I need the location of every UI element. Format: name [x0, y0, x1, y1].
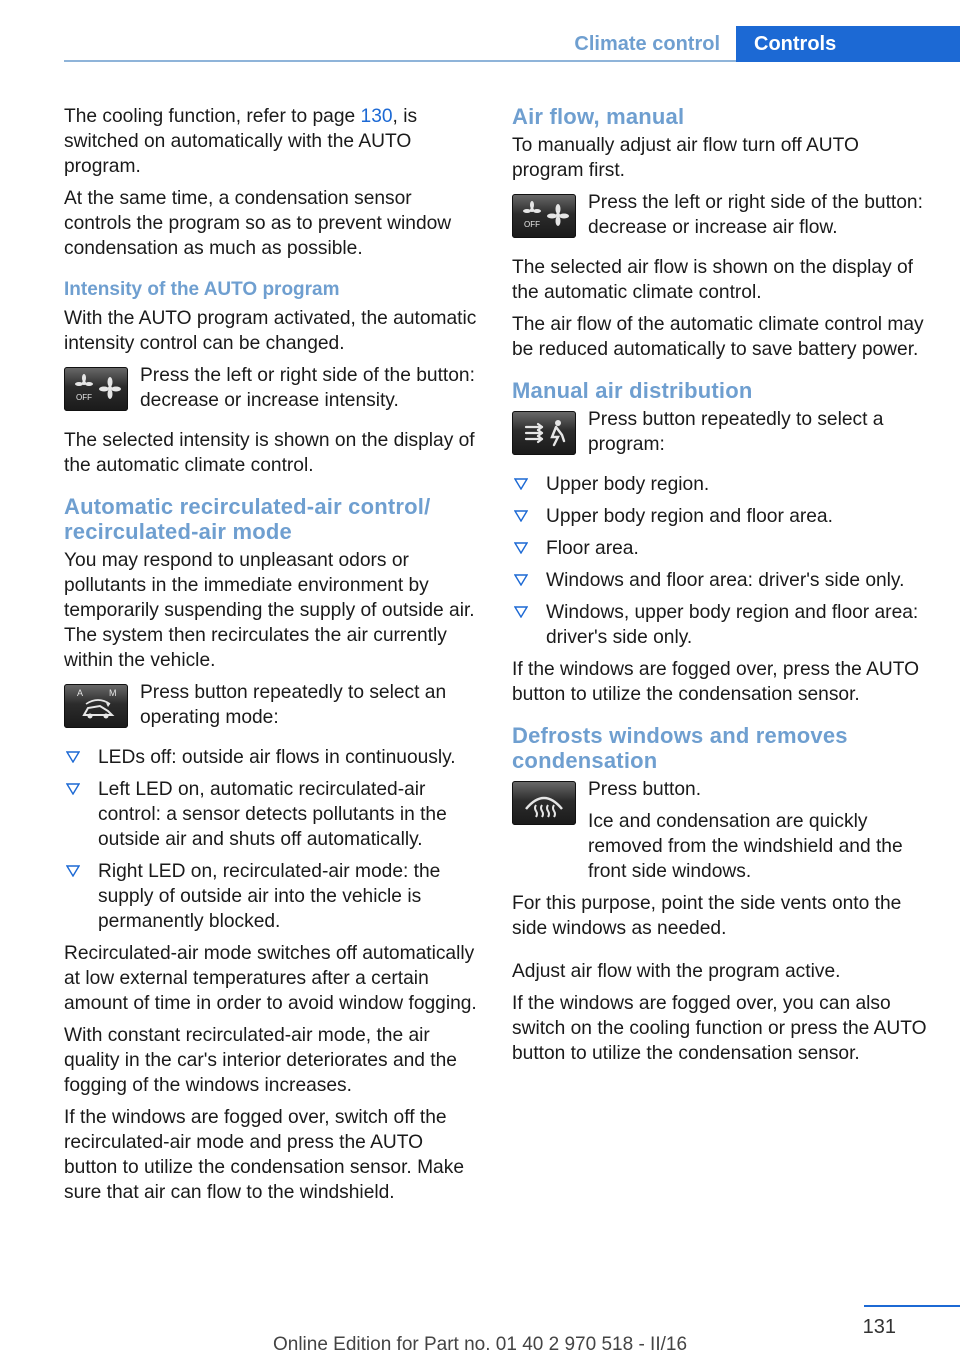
list-item: Floor area.: [512, 536, 932, 561]
triangle-bullet-icon: [514, 510, 528, 522]
triangle-bullet-icon: [514, 542, 528, 554]
air-distribution-button-icon: [512, 411, 576, 455]
triangle-bullet-icon: [514, 606, 528, 618]
list-item: LEDs off: outside air flows in continuously.: [64, 745, 480, 770]
paragraph: The selected air flow is shown on the display of the automatic climate control.: [512, 257, 914, 303]
triangle-bullet-icon: [66, 865, 80, 877]
icon-instruction-text: Press button.: [588, 779, 702, 800]
left-column: [64, 104, 480, 1212]
paragraph: The air flow of the automatic climate control may be reduced automatically to save battery power.: [512, 314, 924, 360]
recirc-m-label: M: [109, 688, 117, 698]
list-item: Upper body region.: [512, 472, 932, 497]
paragraph: For this purpose, point the side vents onto the side windows as needed.: [512, 893, 902, 939]
list-item: Left LED on, automatic recirculated-air control: a sensor detects pollutants in the outside air and shuts off automatically.: [64, 777, 480, 852]
paragraph: You may respond to unpleasant odors or pollutants in the immediate environment by temporarily suspending the supply of outside air. The system then recirculates the air currently within the vehicle.: [64, 550, 475, 671]
fan-button-icon: [512, 194, 576, 238]
paragraph: With the AUTO program activated, the automatic intensity control can be changed.: [64, 308, 477, 354]
right-column: [512, 104, 932, 1073]
paragraph: Ice and condensation are quickly removed from the windshield and the front side windows.: [588, 811, 903, 882]
icon-instruction-text: Press the left or right side of the button: decrease or increase air flow.: [588, 192, 923, 238]
paragraph: To manually adjust air flow turn off AUTO program first.: [512, 135, 859, 181]
paragraph: If the windows are fogged over, switch off the recirculated-air mode and press the AUTO button to utilize the condensation sensor. Make sure that air can flow to the windshield.: [64, 1107, 464, 1203]
heading-air-flow: Air flow, manual: [512, 104, 685, 129]
heading-recirculation: Automatic recirculated-air control/ recirculated-air mode: [64, 494, 431, 544]
icon-instruction: [512, 407, 932, 465]
edition-note: Online Edition for Part no. 01 40 2 970 518 - II/16: [272, 1334, 688, 1355]
mode-list: [64, 745, 480, 934]
icon-instruction-text: Press button repeatedly to select a program:: [588, 409, 884, 455]
paragraph: If the windows are fogged over, press the AUTO button to utilize the condensation sensor.: [512, 659, 920, 705]
paragraph: With constant recirculated-air mode, the air quality in the car's interior deteriorates and the fogging of the windows increases.: [64, 1025, 457, 1096]
program-list: [512, 472, 932, 650]
header-chapter-tab: Controls: [736, 26, 960, 62]
list-item: Right LED on, recirculated-air mode: the supply of outside air into the vehicle is permanently blocked.: [64, 859, 480, 934]
paragraph: The selected intensity is shown on the display of the automatic climate control.: [64, 430, 475, 476]
icon-instruction: [64, 680, 480, 738]
paragraph: At the same time, a condensation sensor controls the program so as to prevent window condensation as much as possible.: [64, 188, 452, 259]
page-link[interactable]: 130: [360, 106, 393, 127]
fan-off-label: OFF: [524, 220, 540, 229]
list-item: Windows, upper body region and floor area: driver's side only.: [512, 600, 932, 650]
icon-instruction: [512, 190, 932, 248]
defrost-button-icon: [512, 781, 576, 825]
icon-instruction: [64, 363, 480, 421]
fan-button-icon: [64, 367, 128, 411]
header-section-title: Climate control: [574, 33, 720, 55]
heading-air-distribution: Manual air distribution: [512, 378, 753, 403]
list-item: Upper body region and floor area.: [512, 504, 932, 529]
page-number: 131: [862, 1316, 896, 1338]
triangle-bullet-icon: [514, 574, 528, 586]
triangle-bullet-icon: [66, 751, 80, 763]
icon-instruction-text: Press the left or right side of the button: decrease or increase intensity.: [140, 365, 475, 411]
icon-instruction: [512, 777, 932, 884]
fan-off-label: OFF: [76, 393, 92, 402]
paragraph: If the windows are fogged over, you can also switch on the cooling function or press the AUTO button to utilize the condensation sensor.: [512, 993, 927, 1064]
paragraph: Adjust air flow with the program active.: [512, 961, 841, 982]
paragraph: Recirculated-air mode switches off automatically at low external temperatures after a certain amount of time in order to avoid window fogging.: [64, 943, 477, 1014]
subheading-intensity: Intensity of the AUTO program: [64, 279, 340, 300]
footer-rule: [864, 1305, 960, 1307]
triangle-bullet-icon: [66, 783, 80, 795]
paragraph: The cooling function, refer to page 130, is switched on automatically with the AUTO program.: [64, 106, 418, 177]
recirculation-button-icon: [64, 684, 128, 728]
recirc-a-label: A: [77, 688, 84, 698]
list-item: Windows and floor area: driver's side only.: [512, 568, 932, 593]
icon-instruction-text: Press button repeatedly to select an operating mode:: [140, 682, 447, 728]
triangle-bullet-icon: [514, 478, 528, 490]
heading-defrost: Defrosts windows and removes condensation: [512, 723, 848, 773]
